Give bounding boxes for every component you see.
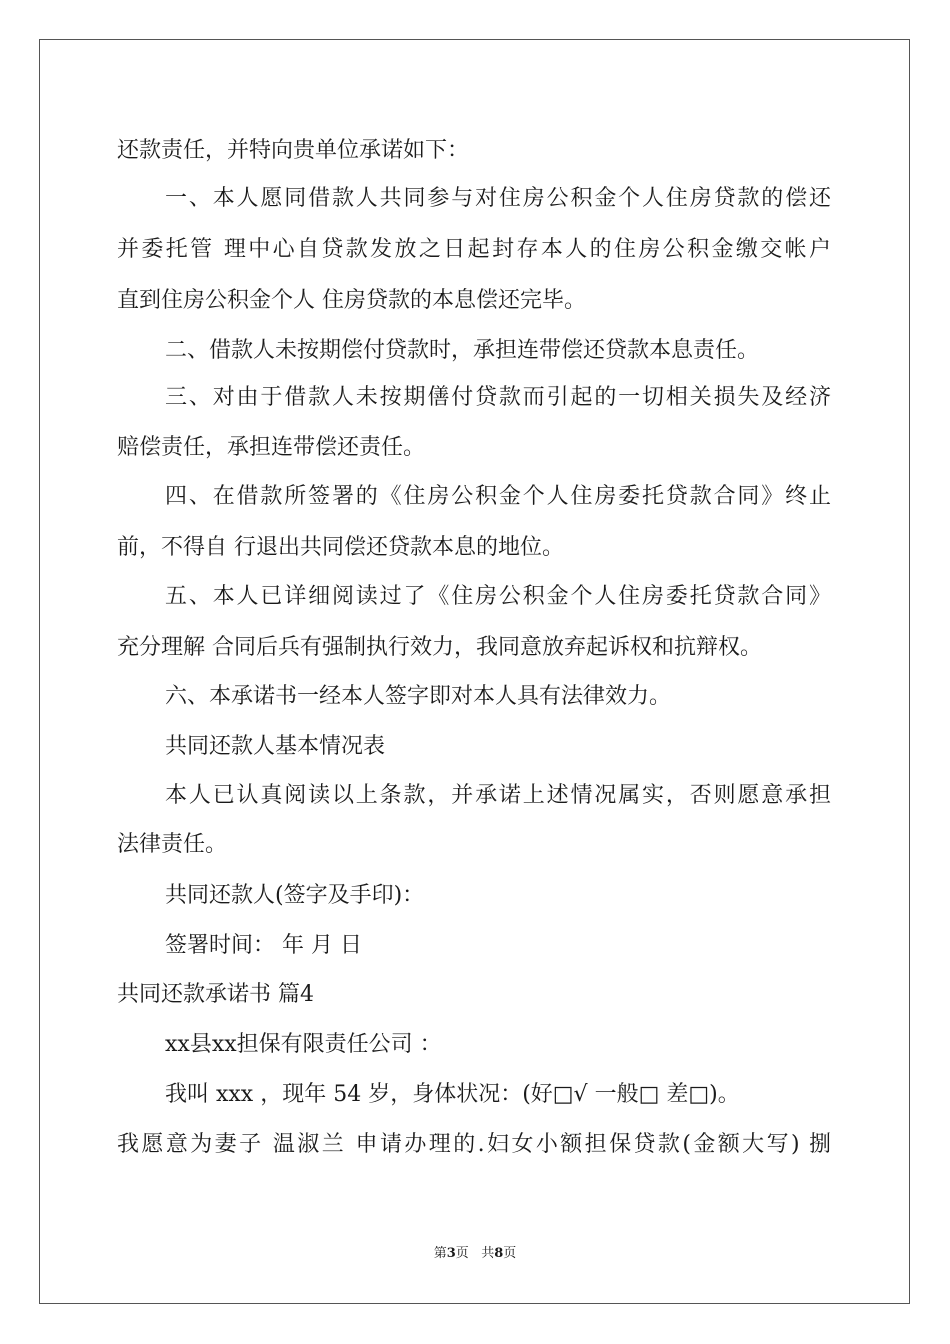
page-footer [0,1246,950,1262]
clause-5-line-1: 五、本人已详细阅读过了《住房公积金个人住房委托贷款合同》 [165,584,831,609]
section-heading: 共同还款承诺书 篇4 [117,982,314,1007]
clause-3-line-1: 三、对由于借款人未按期僐付贷款而引起的一切相关损失及经济 [165,385,831,410]
clause-2-line-1: 二、借款人未按期偿付贷款时，承担连带偿还贷款本息责任。 [165,338,760,363]
footer-page-prefix: 第 [433,1246,447,1261]
info-table-title: 共同还款人基本情况表 [165,734,386,759]
addressee-line: xx县xx担保有限责任公司 ： [165,1032,442,1057]
footer-total-pages: 8 [494,1246,504,1261]
footer-total-suffix: 页 [503,1246,517,1261]
clause-3-line-2: 赔偿责任，承担连带偿还责任。 [117,435,426,460]
acknowledgement-line-2: 法律责任。 [117,832,228,857]
clause-6-line-1: 六、本承诺书一经本人签字即对本人具有法律效力。 [165,684,672,709]
declaration-line-1: 我叫 xxx ，现年 54 岁，身体状况：(好□√ 一般□ 差□)。 [165,1082,740,1107]
body-line-1: 还款责任，并特向贵单位承诺如下： [117,138,470,163]
clause-5-line-2: 充分理解 合同后兵有强制执行效力，我同意放弃起诉权和抗辩权。 [117,635,762,660]
footer-page-number: 3 [446,1246,456,1261]
clause-1-line-2: 并委托管 理中心自贷款发放之日起封存本人的住房公积金缴交帐户 [117,237,831,262]
clause-4-line-2: 前，不得自 行退出共同偿还贷款本息的地位。 [117,535,564,560]
acknowledgement-line-1: 本人已认真阅读以上条款，并承诺上述情况属实，否则愿意承担 [165,783,831,808]
footer-page-suffix: 页 [455,1246,469,1261]
page-border [39,39,910,1304]
signing-date-line: 签署时间： 年 月 日 [165,933,362,958]
footer-total-prefix: 共 [481,1246,495,1261]
clause-4-line-1: 四、在借款所签署的《住房公积金个人住房委托贷款合同》终止 [165,484,831,509]
clause-1-line-3: 直到住房公积金个人 住房贷款的本息偿还完毕。 [117,288,586,313]
clause-1-line-1: 一、本人愿同借款人共同参与对住房公积金个人住房贷款的偿还 [165,186,831,211]
signature-line: 共同还款人(签字及手印)： [165,883,425,908]
declaration-line-2: 我愿意为妻子 温淑兰 申请办理的.妇女小额担保贷款(金额大写) 捌 [117,1132,831,1157]
